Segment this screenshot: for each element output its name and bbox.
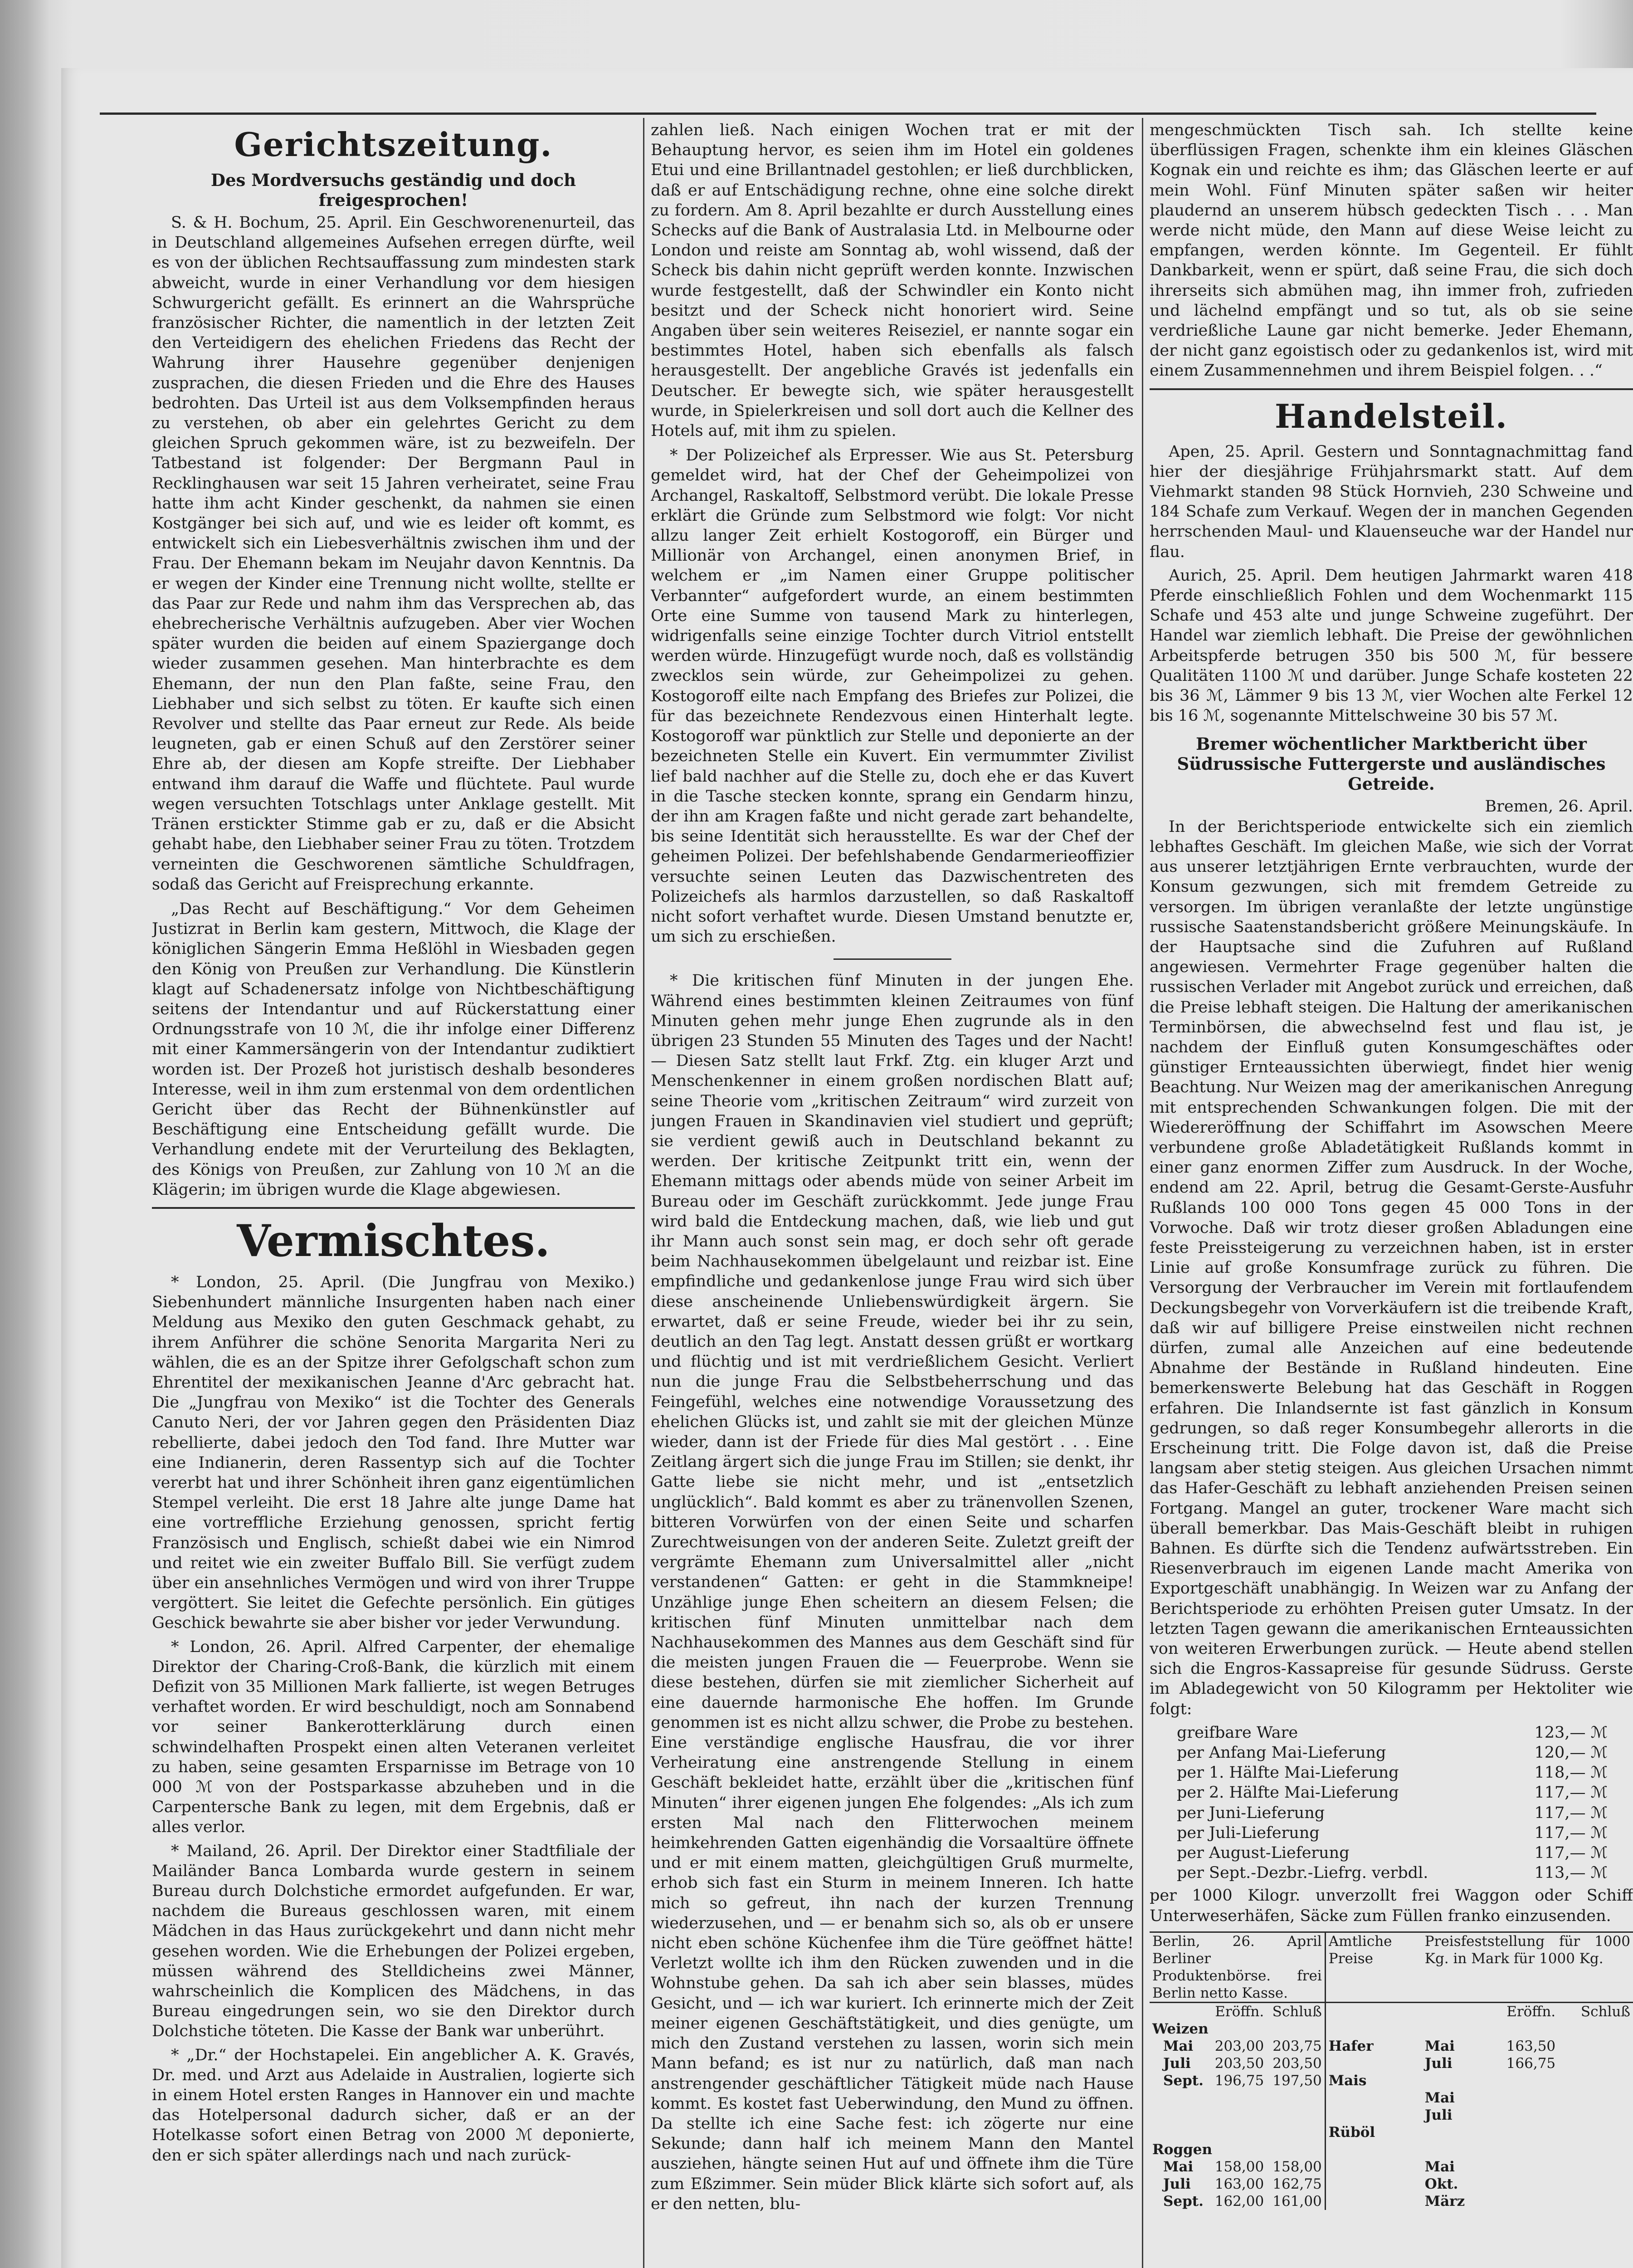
price-row: per 1. Hälfte Mai-Lieferung 118,— ℳ [1177, 1764, 1608, 1782]
table-row: Sept. 162,00 161,00 März [1163, 2193, 1465, 2209]
table-header-right: Preisfeststellung für 1000 Kg. in Mark für 1000 Kg. [1422, 1932, 1633, 2002]
market-report-aurich: Aurich, 25. April. Dem heutigen Jahrmarkt waren 418 Pferde einschließlich Fohlen und dem Wochenmarkt 115 Schafe und 453 alte und junge Schweine zugeführt. Der Handel war ziemlich lebhaft. Die Preise der gewöhnlichen Arbeitspferde betrugen 350 bis 500 ℳ, für bessere Qualitäten 1100 ℳ und darüber. Junge Schafe kosteten 22 bis 36 ℳ, Lämmer 9 bis 13 ℳ, vier Wochen alte Ferkel 12 bis 16 ℳ, sogenannte Mittelschweine 30 bis 57 ℳ. [1150, 566, 1633, 725]
table-row: Mai [1150, 2089, 1633, 2107]
column-divider-1 [643, 118, 644, 2268]
article-continuation-hochstapelei: zahlen ließ. Nach einigen Wochen trat er mit der Behauptung hervor, es seien ihm im Hotel ein goldenes Etui und eine Brillantnadel gestohlen; er ließ durchblicken, daß er auf Entschädigung rechne, ohne eine solche direkt zu fordern. Am 8. April bezahlte er durch Ausstellung eines Schecks auf die Bank of Australasia Ltd. in Melbourne oder London und reiste am Sonntag ab, wohl wissend, daß der Scheck bis dahin nicht geprüft werden konnte. Inzwischen wurde festgestellt, daß der Schwindler ein Konto nicht besitzt und der Scheck nicht honoriert wird. Seine Angaben über sein weiteres Reiseziel, er nannte sogar ein bestimmtes Hotel, haben sich ebenfalls als falsch herausgestellt. Der angebliche Gravés ist jedenfalls ein Deutscher. Er bewegte sich, wie später herausgestellt wurde, in Spielerkreisen und soll dort auch die Kellner des Hotels auf, mit ihm zu spielen. [651, 121, 1134, 440]
table-row: Juli [1150, 2107, 1633, 2124]
bremen-headline: Bremer wöchentlicher Marktbericht über Südrussische Futtergerste und ausländisches Getreide. [1177, 734, 1606, 794]
table-group-row: Weizen [1150, 2020, 1633, 2038]
price-footer: per 1000 Kilogr. unverzollt frei Waggon oder Schiff Unterweserhäfen, Säcke zum Füllen franko einzusenden. [1150, 1887, 1633, 1925]
section-rule [152, 1207, 635, 1209]
header-rule [100, 112, 1596, 115]
table-group-row: Roggen [1150, 2141, 1633, 2158]
column-2 [651, 120, 1134, 2268]
bremen-dateline: Bremen, 26. April. [1485, 797, 1633, 816]
table-row: Rüböl [1150, 2124, 1633, 2141]
misc-item-london-carpenter: * London, 26. April. Alfred Carpenter, der ehemalige Direktor der Charing-Croß-Bank, die kürzlich mit einem Defizit von 35 Millionen Mark fallierte, ist wegen Betruges verhaftet worden. Er wird beschuldigt, noch am Sonnabend vor seiner Bankerotterklärung durch einen schwindelhaften Prospekt einen alten Veteranen verleitet zu haben, seine gesamten Ersparnisse im Betrage von 10 000 ℳ von der Postsparkasse abzuheben und in die Carpentersche Bank zu legen, mit dem Ergebnis, daß er alles verlor. [152, 1637, 635, 1837]
table-row: Juli 163,00 162,75 Okt. [1163, 2175, 1458, 2192]
table-header-row [1150, 1932, 1633, 2002]
article-body-recht-auf-beschaeftigung: „Das Recht auf Beschäftigung.“ Vor dem Geheimen Justizrat in Berlin kam gestern, Mittwoch, die Klage der königlichen Sängerin Emma Heßlöhl in Wiesbaden gegen den König von Preußen zur Verhandlung. Die Künstlerin klagt auf Schadenersatz infolge von Nichtbeschäftigung seitens der Intendantur und auf Rückerstattung einer Ordnungsstrafe von 10 ℳ, die ihr infolge einer Differenz mit einer Kammersängerin von der Intendantur zudiktiert worden ist. Der Prozeß hot juristisch deshalb besonderes Interesse, weil in ihm zum erstenmal von dem ordentlichen Gericht über das Recht der Bühnenkünstler auf Beschäftigung eine Entscheidung gefällt wurde. Die Verhandlung endete mit der Verurteilung des Beklagten, des Königs von Preußen, zur Zahlung von 10 ℳ an die Klägerin; im übrigen wurde die Klage abgewiesen. [152, 899, 635, 1199]
market-report-apen: Apen, 25. April. Gestern und Sonntagnachmittag fand hier der diesjährige Frühjahrsmarkt statt. Auf dem Viehmarkt standen 98 Stück Hornvieh, 230 Schweine und 184 Schafe zum Verkauf. Wegen der in manchen Gegenden herrschenden Maul- und Klauenseuche war der Handel nur flau. [1150, 442, 1633, 561]
column-divider-2 [1142, 118, 1143, 2268]
article-headline: Des Mordversuchs geständig und doch freigesprochen! [210, 170, 576, 210]
table-row: Juli 203,50 203,50 Juli 166,75 [1163, 2055, 1556, 2072]
article-continuation-fuenf-minuten: mengeschmückten Tisch sah. Ich stellte keine überflüssigen Fragen, schenkte ihm ein kleines Gläschen Kognak ein und reichte es ihm; das Gläschen leerte er auf mein Wohl. Fünf Minuten später saßen wir heiter plaudernd an unserem hübsch gedeckten Tisch . . . Man werde nicht müde, den Mann auf diese Weise leicht zu empfangen, werden könnte. Im Gegenteil. Er fühlt Dankbarkeit, wenn er spürt, daß seine Frau, die sich doch ihrerseits sich abmühen mag, ihn immer froh, zufrieden und lächelnd empfängt und so tut, als ob sie seine verdrießliche Laune gar nicht bemerke. Jeder Ehemann, der nicht ganz egoistisch oder zu gedankenlos ist, wird mit einem Zusammennehmen und ihrem Beispiel folgen. . .“ [1150, 121, 1633, 380]
short-rule [834, 958, 951, 960]
section-title-handelsteil: Handelsteil. [1275, 396, 1508, 435]
article-body-bochum: S. & H. Bochum, 25. April. Ein Geschworenenurteil, das in Deutschland allgemeines Aufsehen erregen dürfte, weil es von der üblichen Rechtsauffassung zum mindesten stark abweicht, wurde in einer Verhandlung vor dem hiesigen Schwurgericht gefällt. Es erinnert an die Wahrsprüche französischer Richter, die namentlich in der letzten Zeit den Verteidigern des ehelichen Friedens das Recht der Wahrung ihrer Hausehre gegenüber denjenigen zusprachen, die diesen Frieden und die Ehre des Hauses bedrohten. Das Urteil ist aus dem Volksempfinden heraus zu verstehen, ob aber ein gelehrtes Gericht zu dem gleichen Spruch gekommen wäre, ist zu bezweifeln. Der Tatbestand ist folgender: Der Bergmann Paul in Recklinghausen war seit 15 Jahren verheiratet, seine Frau hatte ihm acht Kinder geschenkt, da nahmen sie einen Kostgänger bei sich auf, und wie es leider oft kommt, es entwickelt sich ein Liebesverhältnis zwischen ihm und der Frau. Der Ehemann bekam im Neujahr davon Kenntnis. Da er wegen der Kinder eine Trennung nicht wollte, stellte er das Paar zur Rede und nahm ihm das Versprechen ab, das ehebrecherische Verhältnis aufzugeben. Aber vier Wochen später wurden die beiden auf einem Spaziergange doch wieder zusammen gesehen. Man hinterbrachte es dem Ehemann, der nun den Plan faßte, seine Frau, den Liebhaber und sich selbst zu töten. Er kaufte sich einen Revolver und stellte das Paar erneut zur Rede. Als beide leugneten, gab er einen Schuß auf den Zerstörer seiner Ehre ab, der diesen am Kopfe streifte. Der Liebhaber entwand ihm darauf die Waffe und flüchtete. Paul wurde wegen versuchten Totschlags unter Anklage gestellt. Mit Tränen erstickter Stimme gab er zu, daß er die Absicht gehabt habe, den Liebhaber seiner Frau zu töten. Trotzdem verneinten die Geschworenen sämtliche Schuldfragen, sodaß das Gericht auf Freisprechung erkannte. [152, 214, 635, 894]
price-row: greifbare Ware 123,— ℳ [1177, 1723, 1608, 1742]
misc-item-polizeichef: * Der Polizeichef als Erpresser. Wie aus St. Petersburg gemeldet wird, hat der Chef der Geheimpolizei von Archangel, Raskaltoff, Selbstmord verübt. Die lokale Presse erklärt die Gründe zum Selbstmord wie folgt: Vor nicht allzu langer Zeit erhielt Kostogoroff, ein Bürger und Millionär von Archangel, einen anonymen Brief, in welchem er „im Namen einer Gruppe politischer Verbannter“ aufgefordert wurde, an einem bestimmten Orte eine Summe von tausend Mark zu hinterlegen, widrigenfalls seine einzige Tochter durch Vitriol entstellt werden würde. Hinzugefügt wurde noch, daß es vollständig zwecklos sein würde, zur Geheimpolizei zu gehen. Kostogoroff eilte nach Empfang des Briefes zur Polizei, die für das bezeichnete Rendezvous einen Hinterhalt legte. Kostogoroff war pünktlich zur Stelle und deponierte an der bezeichneten Stelle ein Kuvert. Ein vermummter Zivilist lief bald nachher auf die Stelle zu, doch ehe er das Kuvert in die Tasche stecken konnte, sprang ein Gendarm hinzu, der ihn am Kragen faßte und nicht gerade zart behandelte, bis seine Identität sich herausstellte. Es war der Chef der geheimen Polizei. Der befehlshabende Gendarmerieoffizier versuchte seinen Leuten das Dazwischentreten des Polizeichefs als harmlos darzustellen, so daß Raskaltoff nicht sofort verhaftet wurde. Diesen Umstand benutzte er, um sich zu erschießen. [651, 446, 1134, 946]
price-row: per 2. Hälfte Mai-Lieferung 117,— ℳ [1177, 1784, 1608, 1802]
price-row: per August-Lieferung 117,— ℳ [1177, 1844, 1608, 1862]
price-row: per Anfang Mai-Lieferung 120,— ℳ [1177, 1744, 1608, 1762]
bremen-report: In der Berichtsperiode entwickelte sich ein ziemlich lebhaftes Geschäft. Im gleichen Maße, wie sich der Vorrat aus unserer letztjährigen Ernte verbrauchten, wurde der Konsum gezwungen, sich mit fremdem Getreide zu versorgen. Im übrigen veranlaßte der letzte ungünstige russische Saatenstandsbericht größere Meinungskäufe. In der Hauptsache sind die Zufuhren auf Rußland angewiesen. Vermehrter Frage gegenüber halten die russischen Verlader mit Angebot zurück und erreichen, daß die Preise lebhaft steigen. Die Haltung der amerikanischen Terminbörsen, die abwechselnd fest und flau ist, je nachdem der Einfluß guten Konsumgeschäftes oder günstiger Ernteaussichten überwiegt, findet hier wenig Beachtung. Nur Weizen mag der amerikanischen Anregung mit entsprechenden Schwankungen folgen. Die mit der Wiedereröffnung der Schiffahrt im Asowschen Meere verbundene große Abladetätigkeit Rußlands kommt in einer ganz enormen Ziffer zum Ausdruck. In der Woche, endend am 22. April, betrug die Gesamt-Gerste-Ausfuhr Rußlands 100 000 Tons gegen 45 000 Tons in der Vorwoche. Daß wir trotz dieser großen Abladungen eine feste Preissteigerung zu verzeichnen haben, ist in erster Linie auf große Konsumfrage zurück zu führen. Die Versorgung der Verbraucher im Verein mit fortlaufendem Deckungsbegehr von Vorverkäufern ist die treibende Kraft, daß wir auf billigere Preise einstweilen nicht rechnen dürfen, zumal alle Anzeichen auf eine bedeutende Abnahme der Bestände in Rußland hindeuten. Eine bemerkenswerte Belebung hat das Geschäft in Roggen erfahren. Die Inlandsernte ist fast gänzlich in Konsum gedrungen, so daß reger Konsumbegehr allerorts in die Erscheinung tritt. Die Folge davon ist, daß die Preise langsam aber stetig steigen. Aus gleichen Ursachen nimmt das Hafer-Geschäft zu lebhaft anziehenden Preisen seinen Fortgang. Mangel an guter, trockener Ware macht sich überall bemerkbar. Das Mais-Geschäft bleibt in ruhigen Bahnen. Es dürfte sich die Tendenz aufwärtsstreben. Ein Riesenverbrauch im eigenen Lande macht Amerika von Exportgeschäft unabhängig. In Weizen war zu Anfang der Berichtsperiode zu erhöhten Preisen guter Umsatz. In der letzten Tagen gewann die amerikanischen Ernteaussichten von weiteren Erwerbungen zurück. — Heute abend stellen sich die Engros-Kassapreise für gesunde Südruss. Gerste im Abladegewicht von 50 Kilogramm per Hektoliter wie folgt: [1150, 817, 1633, 1718]
table-row: Sept. 196,75 197,50 Mais [1150, 2072, 1633, 2089]
section-rule [1150, 388, 1633, 390]
table-body [1150, 2020, 1633, 2210]
table-row: Mai 158,00 158,00 Mai [1163, 2158, 1455, 2175]
column-3 [1150, 120, 1633, 2268]
misc-item-hochstapelei: * „Dr.“ der Hochstapelei. Ein angeblicher A. K. Gravés, Dr. med. und Arzt aus Adelaide in Australien, logierte sich in einem Hotel ersten Ranges in Hannover ein und machte das Hotelpersonal dadurch sicher, daß er an der Hotelkasse sofort einen Betrag von 2000 ℳ deponierte, den er sich später allerdings nach und nach zurück- [152, 2046, 635, 2165]
price-row: per Sept.-Dezbr.-Liefrg. verbdl. 113,— ℳ [1177, 1864, 1608, 1882]
misc-item-mailand: * Mailand, 26. April. Der Direktor einer Stadtfiliale der Mailänder Banca Lombarda wurde gestern in seinem Bureau durch Dolchstiche ermordet aufgefunden. Er war, nachdem die Bureaus geschlossen waren, mit einem Mädchen in das Haus zurückgekehrt und dann nicht mehr gesehen worden. Wie die Erhebungen der Polizei ergeben, müssen während des Stelldicheins zwei Männer, wahrscheinlich die Komplicen des Mädchens, in das Bureau eingedrungen sein, wo sie den Direktor durch Dolchstiche töteten. Die Kasse der Bank war unberührt. [152, 1842, 635, 2041]
barley-price-list [1177, 1723, 1608, 1883]
table-col-labels: Eröffn. Schluß Eröffn. Schluß [1150, 2002, 1633, 2020]
table-header-left: Berlin, 26. April Berliner Produktenbörse. frei Berlin netto Kasse. [1150, 1932, 1325, 2002]
section-title-gerichtszeitung: Gerichtszeitung. [234, 125, 553, 164]
misc-item-fuenf-minuten: * Die kritischen fünf Minuten in der jungen Ehe. Während eines bestimmten kleinen Zeitraumes von fünf Minuten gehen mehr junge Ehen zugrunde als in den übrigen 23 Stunden 55 Minuten des Tages und der Nacht! — Diesen Satz stellt laut Frkf. Ztg. ein kluger Arzt und Menschenkenner in einem großen nordischen Blatt auf; seine Theorie vom „kritischen Zeitraum“ wird zurzeit von jungen Frauen in Skandinavien viel studiert und geprüft; sie verdient gewiß auch in Deutschland bekannt zu werden. Der kritische Zeitpunkt tritt ein, wenn der Ehemann mittags oder abends müde von seiner Arbeit im Bureau oder im Geschäft zurückkommt. Jede junge Frau wird bald die Entdeckung machen, daß, wie lieb und gut ihr Mann auch sonst sein mag, er doch sehr oft gerade beim Nachhausekommen übelgelaunt und reizbar ist. Eine empfindliche und gedankenlose junge Frau wird sich über diese anscheinende Unliebenswürdigkeit ärgern. Sie erwartet, daß er seine Freude, wieder bei ihr zu sein, deutlich an den Tag legt. Anstatt dessen grüßt er wortkarg und flüchtig und ist mit verdrießlichem Gesicht. Verliert nun die junge Frau die Selbstbeherrschung und das Feingefühl, welches eine notwendige Voraussetzung des ehelichen Glücks ist, und zahlt sie mit der gleichen Münze wieder, dann ist der Friede für dies Mal gestört . . . Eine Zeitlang ärgert sich die junge Frau im Stillen; sie denkt, ihr Gatte liebe sie nicht mehr, und ist „entsetzlich unglücklich“. Bald kommt es aber zu tränenvollen Szenen, bitteren Vorwürfen von der einen Seite und scharfen Zurechtweisungen von der anderen Seite. Zuletzt greift der vergrämte Ehemann zum Universalmittel aller „nicht verstandenen“ Gatten: er geht in die Stammkneipe! Unzählige junge Ehen scheitern an diesem Felsen; die kritischen fünf Minuten unmittelbar nach dem Nachhausekommen des Mannes aus dem Geschäft sind für die meisten jungen Frauen die — Feuerprobe. Wenn sie diese bestehen, dürfen sie mit ziemlicher Sicherheit auf eine dauernde harmonische Ehe hoffen. Im Grunde genommen ist es nicht allzu schwer, die Probe zu bestehen. Eine verständige englische Hausfrau, die vor ihrer Verheiratung eine anstrengende Stellung in einem Geschäft bekleidet hatte, erzählt über die „kritischen fünf Minuten“ ihrer eigenen jungen Ehe folgendes: „Als ich zum ersten Mal nach den Flitterwochen meinem heimkehrenden Gatten eigenhändig die Vorsaaltüre öffnete und er mit einem matten, gleichgültigen Gruß murmelte, erhob sich fast ein Sturm in meinem Inneren. Ich hatte mich so gefreut, ihn nach der kurzen Trennung wiederzusehen, und — er benahm sich so, als ob er unsere nicht eben schöne Küchenfee ihm die Türe geöffnet hätte! Verletzt wollte ich ihm den Rücken zuwenden und in die Wohnstube gehen. Da sah ich aber sein blasses, müdes Gesicht, und — ich war kuriert. Ich erinnerte mich der Zeit meiner eigenen Geschäftstätigkeit, und dies genügte, um mich den Zustand verstehen zu lassen, worin sich mein Mann befand; es ist nur zu natürlich, daß man nach anstrengender geschäftlicher Tätigkeit müde nach Hause kommt. Es kostet fast Ueberwindung, den Mund zu öffnen. Da stellte ich eine Sache fest: ich zögerte nur eine Sekunde; dann half ich meinem Mann den Mantel ausziehen, hängte seinen Hut auf und öffnete ihm die Türe zum Eßzimmer. Sein müder Blick klärte sich sofort auf, als er den netten, blu- [651, 972, 1134, 2213]
misc-item-london-mexiko: * London, 25. April. (Die Jungfrau von Mexiko.) Siebenhundert männliche Insurgenten haben nach einer Meldung aus Mexiko den guten Geschmack gehabt, zu ihrem Anführer die schöne Senorita Margarita Neri zu wählen, die es an der Spitze ihrer Gefolgschaft schon zum Ehrentitel der mexikanischen Jeanne d'Arc gebracht hat. Die „Jungfrau von Mexiko“ ist die Tochter des Generals Canuto Neri, der vor Jahren gegen den Präsidenten Diaz rebellierte, dabei jedoch den Tod fand. Ihre Mutter war eine Indianerin, deren Rassentyp sich auf die Tochter vererbt hat und ihrer Schönheit ihren ganz eigentümlichen Stempel verleiht. Die erst 18 Jahre alte junge Dame hat eine vortreffliche Erziehung genossen, spricht fertig Französisch und Englisch, schießt dabei wie ein Nimrod und reitet wie ein zweiter Buffalo Bill. Sie verfügt zudem über ein ansehnliches Vermögen und wird von ihrer Truppe vergöttert. Sie leitet die Gefechte persönlich. Ein gütiges Geschick bewahrte sie aber bisher vor jeder Verwundung. [152, 1273, 635, 1633]
table-header-mid: Amtliche Preise [1325, 1932, 1422, 2002]
table-row: Mai 203,00 203,75 Hafer Mai 163,50 [1163, 2038, 1556, 2054]
column-1 [152, 120, 635, 2268]
price-row: per Juli-Lieferung 117,— ℳ [1177, 1823, 1608, 1842]
price-row: per Juni-Lieferung 117,— ℳ [1177, 1804, 1608, 1822]
berlin-exchange-table [1150, 1931, 1633, 2210]
section-title-vermischtes: Vermischtes. [237, 1215, 550, 1266]
